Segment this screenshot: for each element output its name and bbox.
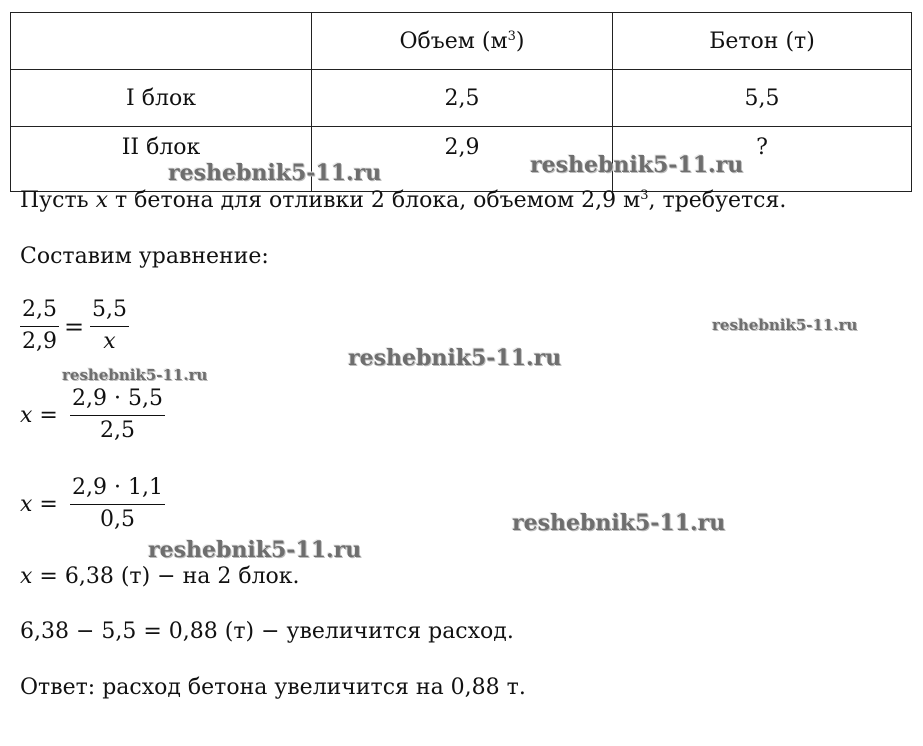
- table-cell: 5,5: [613, 70, 912, 127]
- table-cell: ?: [613, 127, 912, 192]
- table-row: [11, 70, 912, 127]
- result-line-1: x = 6,38 (т) − на 2 блок.: [20, 564, 300, 589]
- data-table: [10, 12, 912, 192]
- watermark: reshebnik5-11.ru: [168, 160, 382, 186]
- table-row: [11, 127, 912, 192]
- x-expression-1: x =: [20, 403, 58, 428]
- watermark: reshebnik5-11.ru: [530, 152, 744, 178]
- table-header-cell-empty: [11, 13, 312, 70]
- watermark: reshebnik5-11.ru: [348, 345, 562, 371]
- watermark: reshebnik5-11.ru: [712, 316, 858, 334]
- answer-line: Ответ: расход бетона увеличится на 0,88 т.: [20, 675, 526, 700]
- table-cell: I блок: [11, 70, 312, 127]
- equals-sign: =: [64, 313, 85, 341]
- watermark: reshebnik5-11.ru: [148, 537, 362, 563]
- fraction-4: 2,9 · 1,1 0,5: [72, 475, 163, 532]
- table-cell: 2,9: [312, 127, 613, 192]
- compose-equation-text: Составим уравнение:: [20, 244, 269, 269]
- result-line-2: 6,38 − 5,5 = 0,88 (т) − увеличится расход.: [20, 619, 514, 644]
- let-statement: Пусть x т бетона для отливки 2 блока, объемом 2,9 $м^3$, требуется.: [20, 188, 787, 213]
- x-expression-2: x =: [20, 492, 58, 517]
- fraction-3: 2,9 · 5,5 2,5: [72, 386, 163, 443]
- watermark: reshebnik5-11.ru: [62, 366, 208, 384]
- table-header-volume: Объем $(м^3)$: [312, 13, 613, 70]
- table-cell: II блок: [11, 127, 312, 192]
- table-cell: 2,5: [312, 70, 613, 127]
- fraction-2: 5,5 x: [92, 297, 127, 354]
- table-header-row: [11, 13, 912, 70]
- watermark: reshebnik5-11.ru: [512, 510, 726, 536]
- fraction-1: 2,5 2,9: [22, 297, 57, 354]
- table-header-concrete: Бетон (т): [613, 13, 912, 70]
